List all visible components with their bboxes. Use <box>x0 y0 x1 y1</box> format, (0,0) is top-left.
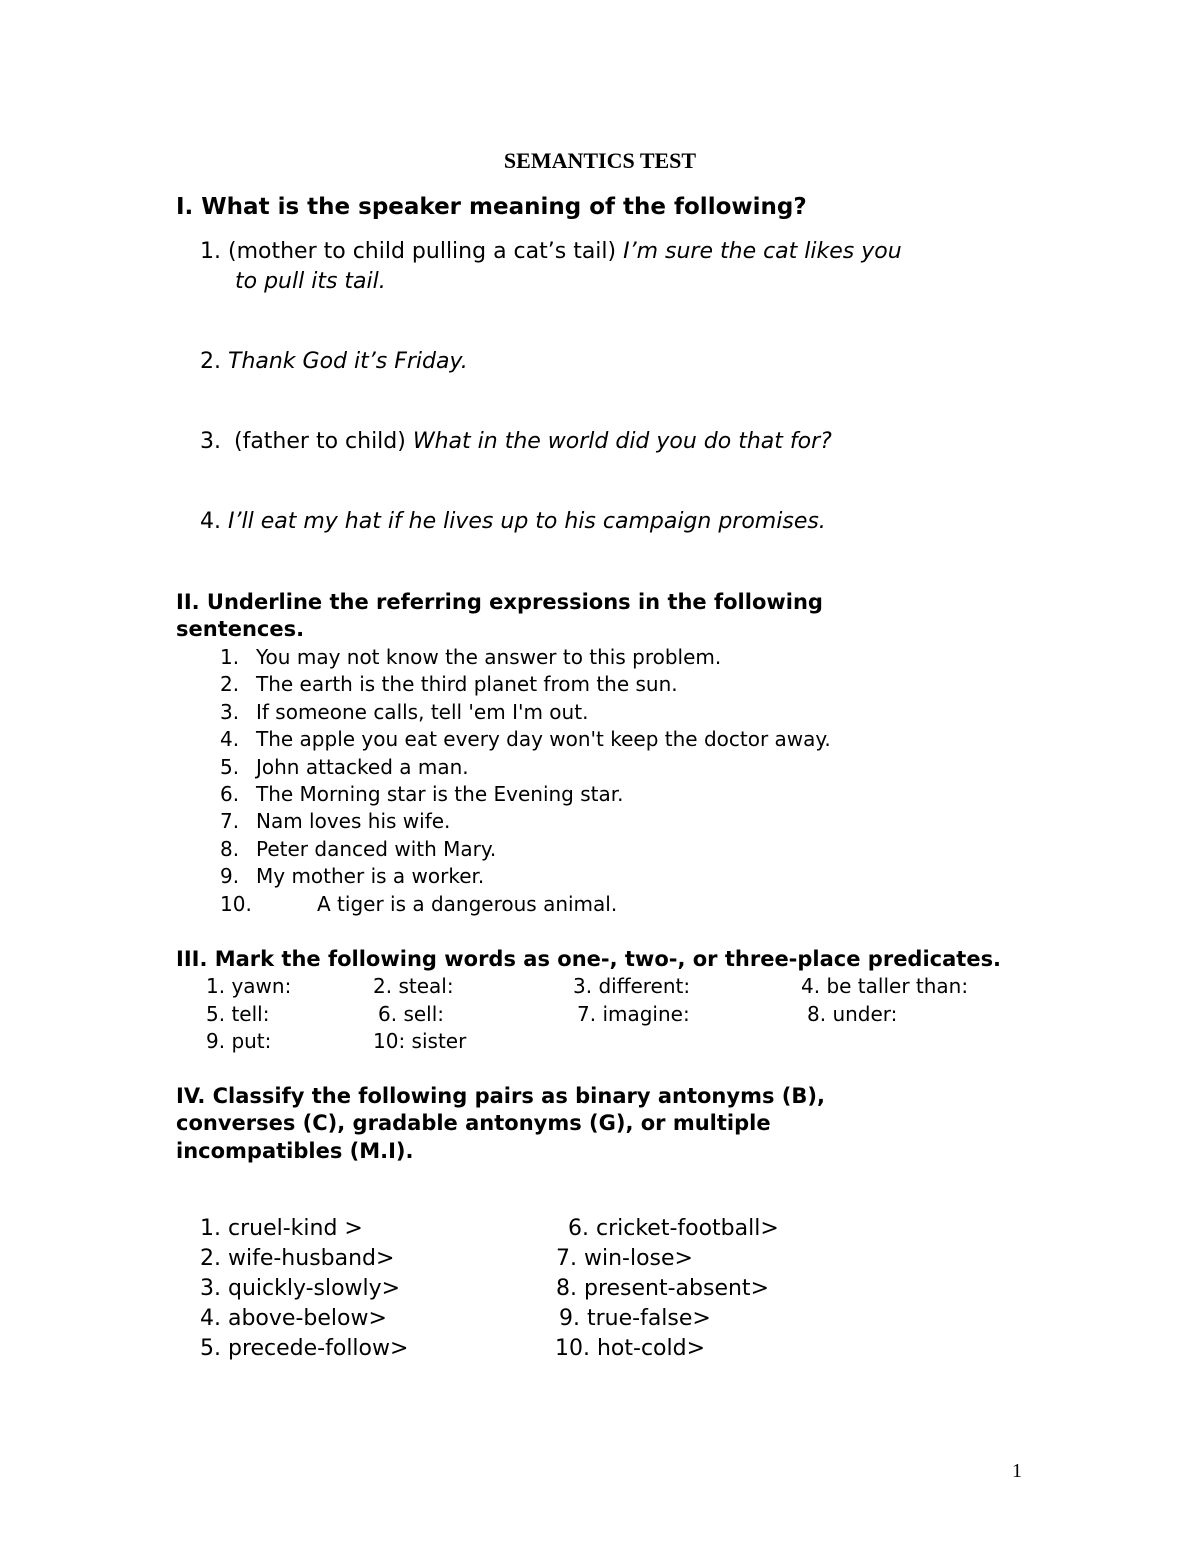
list-item-number: 3. <box>220 700 240 724</box>
list-item: The Morning star is the Evening star. <box>256 782 624 806</box>
list-item: A tiger is a dangerous animal. <box>317 892 618 916</box>
predicate-item: 9. put: <box>206 1029 272 1053</box>
question-number: 3. <box>200 429 221 454</box>
list-item-number: 9. <box>220 864 240 888</box>
antonym-pair: 8. present-absent> <box>556 1276 769 1301</box>
section-1-heading: I. What is the speaker meaning of the following? <box>176 194 807 220</box>
list-item: John attacked a man. <box>256 755 469 779</box>
predicate-item: 4. be taller than: <box>801 974 969 998</box>
predicate-item: 7. imagine: <box>577 1002 690 1026</box>
page-number: 1 <box>1012 1460 1022 1482</box>
predicate-item: 10: sister <box>373 1029 467 1053</box>
list-item-number: 6. <box>220 782 240 806</box>
question-quote: I’ll eat my hat if he lives up to his campaign promises. <box>228 509 826 534</box>
predicate-item: 8. under: <box>807 1002 898 1026</box>
antonym-pair: 7. win-lose> <box>556 1246 693 1271</box>
list-item: You may not know the answer to this problem. <box>256 645 722 669</box>
list-item: My mother is a worker. <box>256 864 485 888</box>
section-2-heading-continuation: sentences. <box>176 617 305 641</box>
list-item-number: 1. <box>220 645 240 669</box>
list-item-number: 4. <box>220 727 240 751</box>
list-item-number: 2. <box>220 672 240 696</box>
page-title: SEMANTICS TEST <box>503 148 697 173</box>
antonym-pair: 10. hot-cold> <box>555 1336 706 1361</box>
section-3-heading: III. Mark the following words as one-, two-, or three-place predicates. <box>176 947 1002 971</box>
question-context: (mother to child pulling a cat’s tail) <box>228 239 617 264</box>
list-item: The apple you eat every day won't keep the doctor away. <box>256 727 831 751</box>
list-item: The earth is the third planet from the sun. <box>256 672 678 696</box>
section-4-heading-continuation: incompatibles (M.I). <box>176 1139 414 1163</box>
list-item-number: 5. <box>220 755 240 779</box>
question-quote: Thank God it’s Friday. <box>228 349 468 374</box>
predicate-item: 1. yawn: <box>206 974 292 998</box>
list-item-number: 7. <box>220 809 240 833</box>
question-1-continuation: to pull its tail. <box>235 269 386 294</box>
question-2 <box>200 349 468 374</box>
question-quote: I’m sure the cat likes you <box>623 239 902 264</box>
section-4-heading-continuation: converses (C), gradable antonyms (G), or multiple <box>176 1111 771 1135</box>
antonym-pair: 4. above-below> <box>200 1306 387 1331</box>
question-quote: What in the world did you do that for? <box>412 429 832 454</box>
antonym-pair: 3. quickly-slowly> <box>200 1276 401 1301</box>
list-item-number: 10. <box>220 892 252 916</box>
question-number: 4. <box>200 509 221 534</box>
predicate-item: 6. sell: <box>378 1002 445 1026</box>
antonym-pair: 1. cruel-kind > <box>200 1216 363 1241</box>
question-4 <box>200 509 826 534</box>
list-item: Peter danced with Mary. <box>256 837 497 861</box>
question-context: (father to child) <box>234 429 406 454</box>
antonym-pair: 6. cricket-football> <box>568 1216 779 1241</box>
antonym-pair: 9. true-false> <box>559 1306 711 1331</box>
predicate-item: 3. different: <box>573 974 691 998</box>
list-item: If someone calls, tell 'em I'm out. <box>256 700 589 724</box>
predicate-item: 2. steal: <box>373 974 454 998</box>
list-item: Nam loves his wife. <box>256 809 451 833</box>
question-number: 2. <box>200 349 221 374</box>
list-item-number: 8. <box>220 837 240 861</box>
section-2-heading: II. Underline the referring expressions in the following <box>176 590 823 614</box>
section-4-heading: IV. Classify the following pairs as binary antonyms (B), <box>176 1084 825 1108</box>
antonym-pair: 5. precede-follow> <box>200 1336 409 1361</box>
question-number: 1. <box>200 239 221 264</box>
antonym-pair: 2. wife-husband> <box>200 1246 395 1271</box>
question-3 <box>200 429 832 454</box>
predicate-item: 5. tell: <box>206 1002 270 1026</box>
question-1 <box>200 239 902 264</box>
